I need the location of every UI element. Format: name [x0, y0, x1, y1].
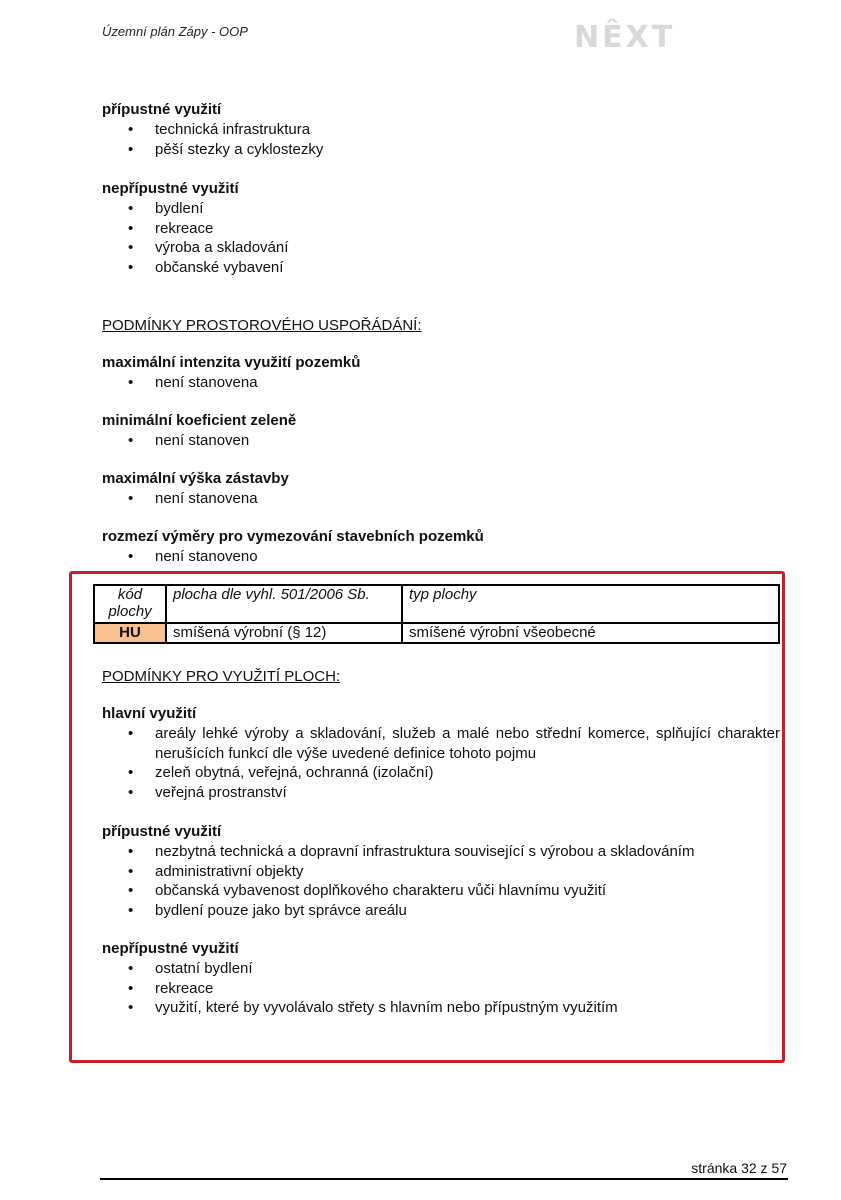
list-item: • nezbytná technická a dopravní infrastruktura související s výrobou a skladováním	[102, 842, 694, 862]
next-logo: NÊXT	[574, 20, 676, 55]
cell-typ: smíšené výrobní všeobecné	[402, 623, 779, 643]
list-item: • využití, které by vyvolávalo střety s hlavním nebo přípustným využitím	[102, 998, 618, 1018]
section-rozmezi	[102, 527, 484, 567]
bullet-list	[102, 199, 288, 277]
section-heading: maximální výška zástavby	[102, 470, 289, 487]
section-heading: nepřípustné využití	[102, 180, 239, 197]
header-plocha: plocha dle vyhl. 501/2006 Sb.	[166, 585, 402, 623]
list-item: • ostatní bydlení	[102, 959, 618, 979]
section-heading: rozmezí výměry pro vymezování stavebních pozemků	[102, 528, 484, 545]
section-nepripustne-upper	[102, 179, 288, 277]
section-koeficient	[102, 411, 296, 451]
section-heading: přípustné využití	[102, 823, 222, 840]
bullet-list	[102, 724, 780, 802]
section-pripustne-lower	[102, 822, 694, 920]
list-item: • rekreace	[102, 219, 288, 239]
section-vyska	[102, 469, 289, 509]
section-hlavni	[102, 704, 780, 802]
list-item: • občanská vybavenost doplňkového charakteru vůči hlavnímu využití	[102, 881, 694, 901]
list-item: • bydlení pouze jako byt správce areálu	[102, 901, 694, 921]
section-nepripustne-lower	[102, 939, 618, 1018]
section-heading: nepřípustné využití	[102, 940, 239, 957]
header-typ-plochy: typ plochy	[402, 585, 779, 623]
bullet-list	[102, 373, 360, 393]
plocha-table	[93, 584, 780, 644]
podminky-prostoroveho-title: PODMÍNKY PROSTOROVÉHO USPOŘÁDÁNÍ:	[102, 317, 422, 334]
document-header-title: Územní plán Zápy - OOP	[102, 24, 248, 39]
section-pripustne-upper	[102, 100, 323, 159]
list-item: • občanské vybavení	[102, 258, 288, 278]
list-item: • výroba a skladování	[102, 238, 288, 258]
list-item: • areály lehké výroby a skladování, služeb a malé nebo střední komerce, splňující charakter nerušících funkcí dle výše uvedené definice tohoto pojmu	[102, 724, 780, 763]
list-item: • technická infrastruktura	[102, 120, 323, 140]
list-item: • veřejná prostranství	[102, 783, 780, 803]
bullet-list	[102, 959, 618, 1018]
section-heading: minimální koeficient zeleně	[102, 412, 297, 429]
list-item: • rekreace	[102, 979, 618, 999]
podminky-vyuziti-title: PODMÍNKY PRO VYUŽITÍ PLOCH:	[102, 668, 341, 685]
section-heading: hlavní využití	[102, 705, 197, 722]
bullet-list	[102, 431, 296, 451]
code-badge-hu: HU	[94, 623, 166, 643]
list-item: • není stanoveno	[102, 547, 484, 567]
section-heading: maximální intenzita využití pozemků	[102, 354, 361, 371]
list-item: • administrativní objekty	[102, 862, 694, 882]
bullet-list	[102, 842, 694, 920]
table-header-row	[94, 585, 779, 623]
header-kod-plochy: kód plochy	[94, 585, 166, 623]
list-item: • pěší stezky a cyklostezky	[102, 140, 323, 160]
table-row	[94, 623, 779, 643]
list-item: • není stanovena	[102, 373, 360, 393]
list-item: • není stanovena	[102, 489, 289, 509]
list-item: • zeleň obytná, veřejná, ochranná (izolační)	[102, 763, 780, 783]
list-item: • není stanoven	[102, 431, 296, 451]
section-intenzita	[102, 353, 360, 393]
list-item: • bydlení	[102, 199, 288, 219]
page-number: stránka 32 z 57	[691, 1160, 787, 1176]
bullet-list	[102, 547, 484, 567]
bullet-list	[102, 120, 323, 159]
section-heading: přípustné využití	[102, 101, 222, 118]
footer-divider	[100, 1178, 788, 1180]
cell-plocha: smíšená výrobní (§ 12)	[166, 623, 402, 643]
bullet-list	[102, 489, 289, 509]
